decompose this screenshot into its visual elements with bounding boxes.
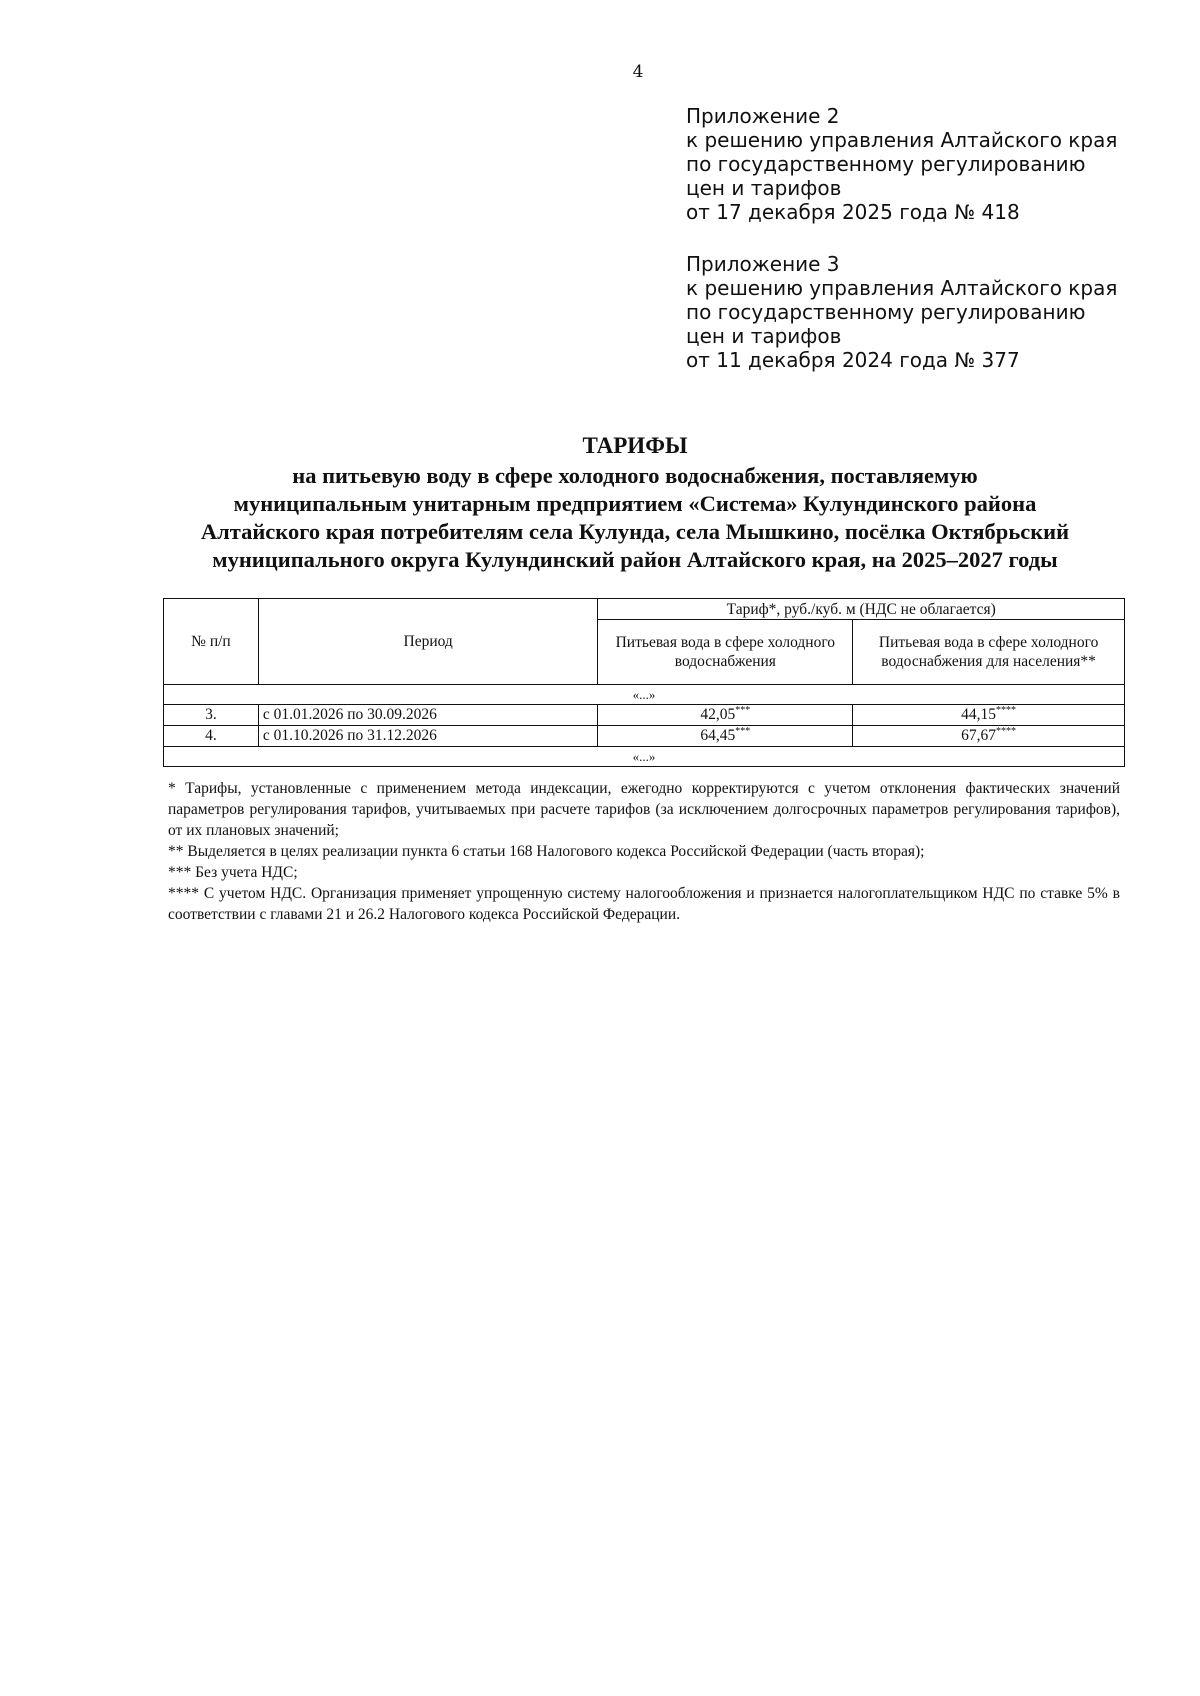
document-title-block <box>140 432 1130 574</box>
table-row <box>164 726 1125 747</box>
footnotes-block <box>168 778 1120 925</box>
footnote-marker: **** <box>996 726 1017 737</box>
row-period: с 01.01.2026 по 30.09.2026 <box>258 705 598 726</box>
tariff-value: 64,45 <box>700 727 736 744</box>
tariff-value: 67,67 <box>961 727 997 744</box>
table-row <box>164 705 1125 726</box>
appendix-2-line: к решению управления Алтайского края <box>686 128 1118 152</box>
header-tariff: Тариф*, руб./куб. м (НДС не облагается) <box>598 599 1125 620</box>
appendix-3-block <box>686 252 1117 372</box>
document-subtitle-line: муниципального округа Кулундинский район Алтайского края, на 2025–2027 годы <box>212 547 1058 572</box>
appendix-2-line: цен и тарифов <box>686 176 842 200</box>
row-tariff-value <box>598 705 853 726</box>
row-number: 3. <box>164 705 259 726</box>
document-subtitle-line: муниципальным унитарным предприятием «Система» Кулундинского района <box>233 491 1037 516</box>
appendix-3-line: цен и тарифов <box>686 324 842 348</box>
footnote-marker: *** <box>735 726 751 737</box>
header-drinking-water: Питьевая вода в сфере холодного водоснабжения <box>598 620 853 685</box>
header-number: № п/п <box>164 599 259 685</box>
footnote-marker: *** <box>735 705 751 716</box>
ellipsis-cell: «...» <box>164 685 1125 705</box>
appendix-2-line: по государственному регулированию <box>686 152 1086 176</box>
tariff-value: 44,15 <box>961 706 997 723</box>
ellipsis-cell: «...» <box>164 747 1125 767</box>
document-subtitle-line: на питьевую воду в сфере холодного водоснабжения, поставляемую <box>292 463 978 488</box>
document-subtitle-line: Алтайского края потребителям села Кулунда, села Мышкино, посёлка Октябрьский <box>200 519 1070 544</box>
row-tariff-population-value <box>853 705 1125 726</box>
footnote-1: * Тарифы, установленные с применением метода индексации, ежегодно корректируются с учетом отклонения фактических значений параметров регулирования тарифов, учитываемых при расчете тарифов (за исключением долгосрочных параметров регулирования тарифов), от их плановых значений; <box>168 780 1120 839</box>
tariff-table <box>163 598 1125 767</box>
tariff-value: 42,05 <box>700 706 736 723</box>
appendix-3-line: по государственному регулированию <box>686 300 1086 324</box>
footnote-2: ** Выделяется в целях реализации пункта 6 статьи 168 Налогового кодекса Российской Федерации (часть вторая); <box>168 843 925 860</box>
row-period: с 01.10.2026 по 31.12.2026 <box>258 726 598 747</box>
table-header-row <box>164 599 1125 620</box>
header-period: Период <box>258 599 598 685</box>
row-number: 4. <box>164 726 259 747</box>
appendix-2-title: Приложение 2 <box>686 104 840 128</box>
document-title: ТАРИФЫ <box>582 433 688 458</box>
footnote-marker: **** <box>996 705 1017 716</box>
table-ellipsis-row <box>164 747 1125 767</box>
page-number: 4 <box>632 62 644 82</box>
appendix-2-date: от 17 декабря 2025 года № 418 <box>686 200 1020 224</box>
row-tariff-value <box>598 726 853 747</box>
footnote-4: **** С учетом НДС. Организация применяет упрощенную систему налогообложения и признается налогоплательщиком НДС по ставке 5% в соответствии с главами 21 и 26.2 Налогового кодекса Российской Федерации. <box>168 885 1120 923</box>
appendix-3-line: к решению управления Алтайского края <box>686 276 1118 300</box>
header-drinking-water-population: Питьевая вода в сфере холодного водоснабжения для населения** <box>853 620 1125 685</box>
appendix-2-block <box>686 104 1117 224</box>
appendix-3-date: от 11 декабря 2024 года № 377 <box>686 348 1020 372</box>
table-ellipsis-row <box>164 685 1125 705</box>
footnote-3: *** Без учета НДС; <box>168 864 298 881</box>
appendix-3-title: Приложение 3 <box>686 252 840 276</box>
row-tariff-population-value <box>853 726 1125 747</box>
